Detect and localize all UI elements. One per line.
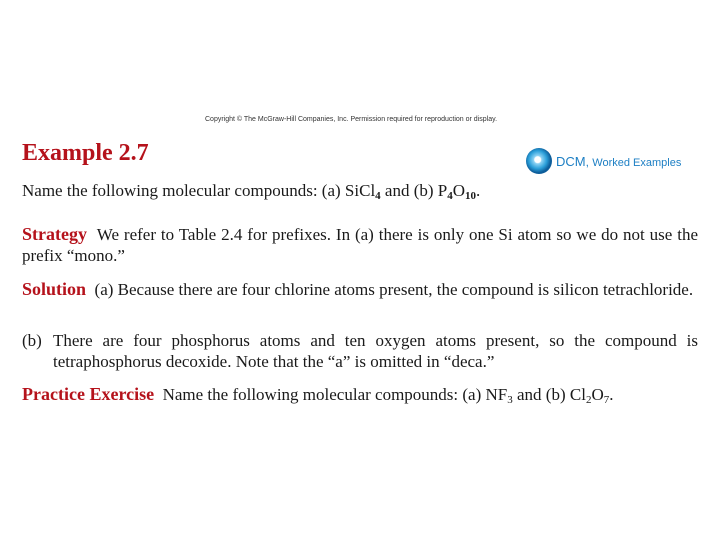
solution-b: [22, 330, 698, 372]
question-text: [22, 180, 698, 201]
example-title: Example 2.7: [22, 140, 149, 166]
formula-b-element-2: O: [452, 181, 466, 200]
practice-heading: Practice Exercise: [22, 384, 155, 404]
formula-a-subscript: 4: [375, 190, 381, 202]
dcm-label: DCM: [556, 153, 586, 169]
formula-b-element-1: P: [437, 181, 448, 200]
practice-a-element: NF: [485, 385, 508, 404]
question-end: .: [476, 181, 481, 200]
strategy-text: We refer to Table 2.4 for prefixes. In (a) there is only one Si atom so we do not use the prefix “mono.”: [22, 225, 698, 265]
formula-a-element: SiCl: [344, 181, 376, 200]
strategy-heading: Strategy: [22, 224, 87, 244]
practice-formula-a: [486, 385, 513, 404]
solution-heading: Solution: [22, 279, 87, 299]
solution-a-label: (a): [94, 280, 114, 299]
formula-b-subscript-2: 10: [465, 190, 477, 202]
question-lead: Name the following molecular compounds: (a): [22, 181, 345, 200]
formula-b: [438, 181, 476, 200]
formula-b-subscript-1: 4: [447, 190, 453, 202]
solution-paragraph: [22, 279, 698, 300]
dcm-sublabel: Worked Examples: [592, 156, 682, 169]
practice-b-subscript-1: 2: [585, 394, 592, 406]
cd-disc-icon: [526, 148, 552, 174]
practice-paragraph: [22, 384, 698, 405]
practice-b-subscript-2: 7: [603, 394, 610, 406]
practice-lead: Name the following molecular compounds: (a): [162, 385, 486, 404]
strategy-paragraph: [22, 224, 698, 266]
practice-mid: and (b): [512, 385, 570, 404]
dcm-label-text: [556, 154, 681, 169]
dcm-separator: ,: [585, 154, 589, 169]
solution-b-text: There are four phosphorus atoms and ten oxygen atoms present, so the compound is tetraphosphorus decoxide. Note that the “a” is omitted in “deca.”: [53, 331, 698, 371]
solution-a-text: Because there are four chlorine atoms present, the compound is silicon tetrachloride.: [117, 280, 694, 299]
practice-a-subscript: 3: [507, 394, 513, 406]
formula-a: [345, 181, 381, 200]
practice-b-element-1: Cl: [569, 385, 586, 404]
solution-b-label: (b): [22, 331, 42, 350]
practice-b-element-2: O: [591, 385, 604, 404]
dcm-worked-examples-link[interactable]: [526, 147, 681, 175]
question-mid: and (b): [380, 181, 438, 200]
practice-formula-b: [570, 385, 609, 404]
copyright-notice: Copyright © The McGraw-Hill Companies, Inc. Permission required for reproduction or display.: [205, 116, 498, 123]
practice-end: .: [609, 385, 614, 404]
